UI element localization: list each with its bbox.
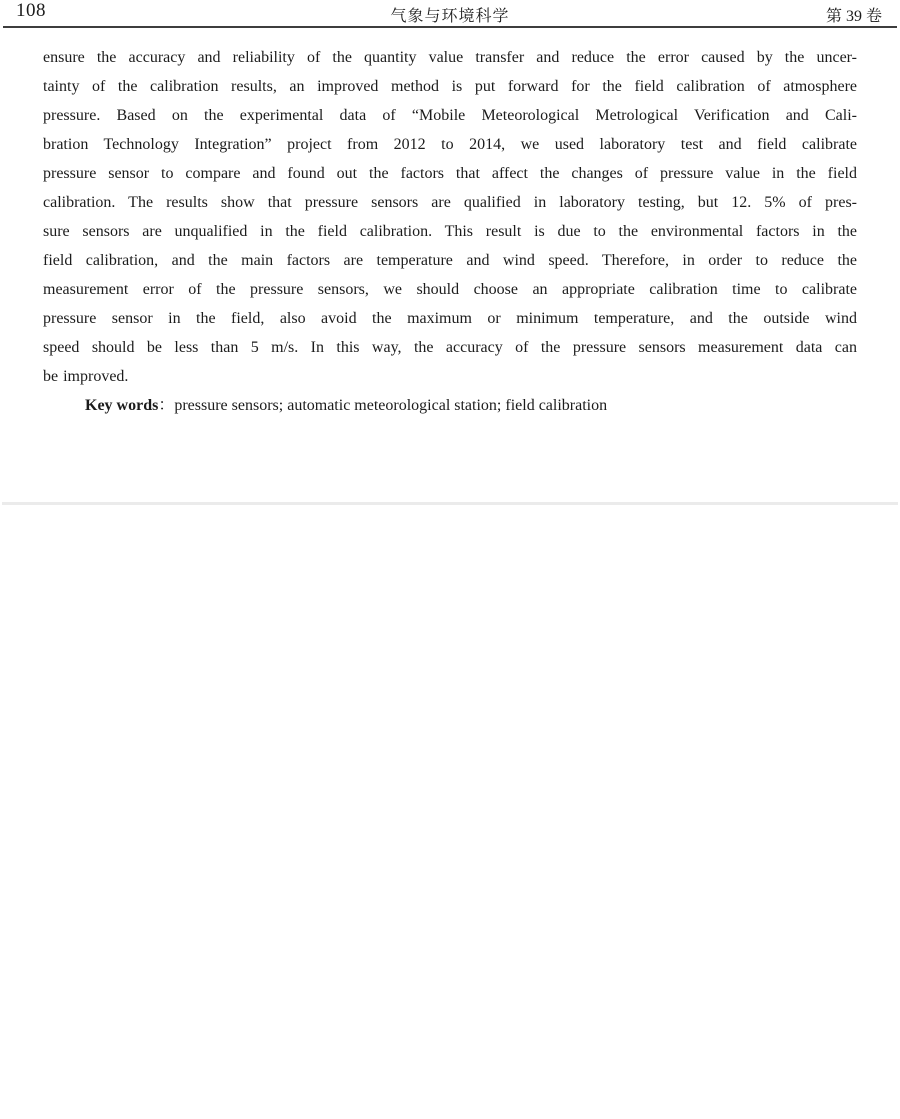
abstract-line: sure sensors are unqualified in the field calibration. This result is due to the environmental factors in the: [43, 223, 857, 240]
abstract-line: ensure the accuracy and reliability of the quantity value transfer and reduce the error caused by the uncer-: [43, 49, 857, 66]
keywords-text: pressure sensors; automatic meteorological station; field calibration: [174, 397, 608, 414]
abstract-line: pressure sensor to compare and found out the factors that affect the changes of pressure value in the field: [43, 165, 857, 182]
abstract-line: bration Technology Integration” project from 2012 to 2014, we used laboratory test and field calibrate: [43, 136, 857, 153]
abstract-line: pressure. Based on the experimental data of “Mobile Meteorological Metrological Verification and Cali-: [43, 107, 857, 124]
keywords-line: [43, 391, 857, 420]
keywords-label: Key words: [85, 397, 159, 414]
header-rule: [3, 26, 897, 28]
keywords-separator: ：: [158, 397, 175, 414]
abstract-line: field calibration, and the main factors are temperature and wind speed. Therefore, in order to reduce the: [43, 252, 857, 269]
abstract-text-block: [43, 43, 857, 420]
section-divider-rule: [2, 502, 898, 505]
abstract-line: pressure sensor in the field, also avoid the maximum or minimum temperature, and the outside wind: [43, 310, 857, 327]
journal-title: 气象与环境科学: [390, 8, 510, 25]
abstract-line: be improved.: [43, 368, 129, 385]
abstract-line: speed should be less than 5 m/s. In this way, the accuracy of the pressure sensors measurement data can: [43, 339, 857, 356]
running-head: [0, 0, 900, 26]
abstract-line: measurement error of the pressure sensors, we should choose an appropriate calibration time to calibrate: [43, 281, 857, 298]
abstract-line: calibration. The results show that pressure sensors are qualified in laboratory testing, but 12. 5% of pres-: [43, 194, 857, 211]
volume-label: 第 39 卷: [825, 8, 882, 25]
abstract-line: tainty of the calibration results, an improved method is put forward for the field calibration of atmosphere: [43, 78, 857, 95]
page-number: 108: [16, 0, 46, 21]
